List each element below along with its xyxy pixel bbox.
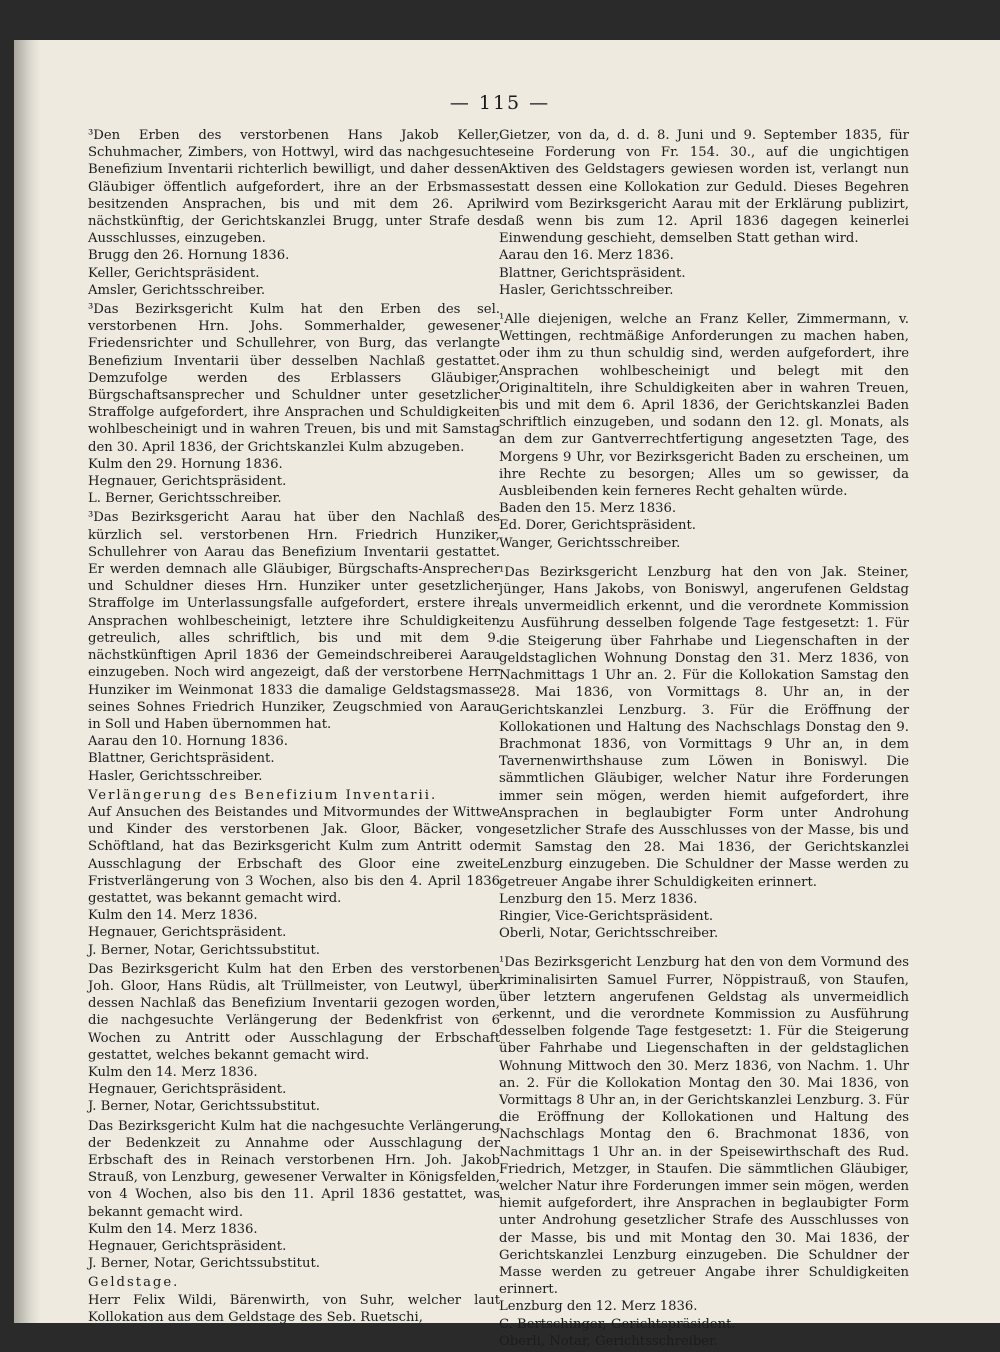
notice-wildi-start: Herr Felix Wildi, Bärenwirth, von Suhr, welcher laut Kollokation aus dem Geldstage des Seb. Ruetschi, [88, 1292, 500, 1325]
notice-text: ³Das Bezirksgericht Aarau hat über den Nachlaß des kürzlich sel. verstorbenen Hrn. Friedrich Hunziker, Schullehrer von Aarau das Benefizium Inventarii gestattet. Er werden demnach alle Gläubiger, Bürgschafts-Ansprecher und Schuldner dieses Hrn. Hunziker unter gesetzlicher Straffolge im Unterlassungsfalle aufgefordert, erstere ihre Ansprachen wohlbescheinigt, letztere ihre Schuldigkeiten getreulich, alles schriftlich, bis und mit dem 9. nächstkünftigen April 1836 der Gemeindschreiberei Aarau einzugeben. Noch wird angezeigt, daß der verstorbene Herr Hunziker im Weinmonat 1833 die damalige Geldstagsmasse seines Sohnes Friedrich Hunziker, Zeugschmied von Aarau in Soll und Haben übernommen hat. [88, 510, 500, 732]
page-gutter-shadow [14, 40, 40, 1323]
notice-signature: Hasler, Gerichtsschreiber. [499, 282, 674, 298]
notice-sommerhalder [88, 301, 500, 507]
notice-dateline: Aarau den 16. Merz 1836. [499, 248, 674, 264]
notice-dateline: Lenzburg den 15. Merz 1836. [499, 891, 698, 907]
notice-text: Das Bezirksgericht Kulm hat die nachgesuchte Verlängerung der Bedenkzeit zu Annahme oder Ausschlagung der Erbschaft des in Reinach verstorbenen Hrn. Joh. Jakob Strauß, von Lenzburg, gewesener Verwalter in Königsfelden, von 4 Wochen, also bis den 11. April 1836 gestattet, was bekannt gemacht wird. [88, 1118, 500, 1220]
notice-dateline: Aarau den 10. Hornung 1836. [88, 734, 288, 750]
notice-dateline: Brugg den 26. Hornung 1836. [88, 248, 290, 264]
section-heading-geldstage: Geldstage. [88, 1275, 180, 1291]
notice-signature: Hegnauer, Gerichtspräsident. [88, 1239, 287, 1254]
notice-gloor-joh [88, 961, 500, 1116]
notice-hunziker [88, 509, 500, 784]
notice-dateline: Kulm den 29. Hornung 1836. [88, 456, 283, 472]
notice-dateline: Kulm den 14. Merz 1836. [88, 1064, 258, 1080]
notice-wildi-continued [499, 127, 909, 299]
notice-signature: Blattner, Gerichtspräsident. [88, 751, 275, 767]
notice-signature: Hegnauer, Gerichtspräsident. [88, 925, 287, 941]
notice-gloor-jak [88, 804, 500, 959]
notice-signature: C. Bertschinger, Gerichtspräsident. [499, 1316, 736, 1332]
notice-dateline: Kulm den 14. Merz 1836. [88, 908, 258, 924]
notice-signature: Hegnauer, Gerichtspräsident. [88, 1082, 287, 1098]
notice-dateline: Lenzburg den 12. Merz 1836. [499, 1299, 698, 1315]
notice-text: ¹Alle diejenigen, welche an Franz Keller, Zimmermann, v. Wettingen, rechtmäßige Anforderungen zu machen haben, oder ihm zu thun schuldig sind, werden aufgefordert, ihre Ansprachen wohlbescheinigt und belegt mit den Originaltiteln, ihre Schuldigkeiten aber in wahren Treuen, bis und mit dem 6. April 1836, der Gerichtskanzlei Baden schriftlich einzugeben, und sodann den 12. gl. Monats, als an dem zur Gantverrechtfertigung angesetzten Tage, des Morgens 9 Uhr, vor Bezirksgericht Baden zu erscheinen, um ihre Rechte zu besorgen; Alles um so gewisser, da Ausbleibenden kein ferneres Recht gehalten würde. [499, 312, 909, 500]
notice-keller [88, 127, 500, 299]
left-column [88, 127, 500, 1326]
notice-signature: J. Berner, Notar, Gerichtssubstitut. [88, 942, 320, 958]
notice-signature: Amsler, Gerichtsschreiber. [88, 282, 266, 298]
notice-signature: Hasler, Gerichtsschreiber. [88, 768, 263, 784]
notice-signature: Oberli, Notar, Gerichtsschreiber. [499, 1333, 719, 1349]
notice-furrer [499, 954, 909, 1350]
notice-text: ¹Das Bezirksgericht Lenzburg hat den von dem Vormund des kriminalisirten Samuel Furrer, Nöppistrauß, von Staufen, über letztern angerufenen Geldstag als unvermeidlich erkennt, und die verordnete Kommission zu Ausführung desselben folgende Tage festgesetzt: 1. Für die Steigerung über Fahrhabe und Liegenschaften in der geldstaglichen Wohnung Mittwoch den 30. Merz 1836, von Nachm. 1. Uhr an. 2. Für die Kollokation Montag den 30. Mai 1836, von Vormittags 8 Uhr an, in der Gerichtskanzlei Lenzburg. 3. Für die Eröffnung der Kollokationen und Haltung des Nachschlags Montag den 6. Brachmonat 1836, von Nachmittags 1 Uhr an. in der Speisewirthschaft des Rud. Friedrich, Metzger, in Staufen. Die sämmtlichen Gläubiger, welcher Natur ihre Forderungen immer sein mögen, werden hiemit aufgefordert, ihre Ansprachen in beglaubigter Form unter Androhung gesetzlicher Strafe des Ausschlusses von der Masse, bis und mit Montag den 30. Mai 1836, der Gerichtskanzlei Lenzburg einzugeben. Die Schuldner der Masse werden zu getreuer Angabe ihrer Schuldigkeiten erinnert. [499, 955, 909, 1298]
notice-signature: J. Berner, Notar, Gerichtssubstitut. [88, 1099, 320, 1115]
notice-text: ¹Das Bezirksgericht Lenzburg hat den von Jak. Steiner, jünger, Hans Jakobs, von Boniswyl, angerufenen Geldstag als unvermeidlich erkennt, und die verordnete Kommission zu Ausführung desselben folgende Tage festgesetzt: 1. Für die Steigerung über Fahrhabe und Liegenschaften in der geldstaglichen Wohnung Donstag den 31. Merz 1836, von Nachmittags 1 Uhr an. 2. Für die Kollokation Samstag den 28. Mai 1836, von Vormittags 8. Uhr an, in der Gerichtskanzlei Lenzburg. 3. Für die Eröffnung der Kollokationen und Haltung des Nachschlags Donstag den 9. Brachmonat 1836, von Vormittags 9 Uhr an, in dem Tavernenwirthshause zum Löwen in Boniswyl. Die sämmtlichen Gläubiger, welcher Natur ihre Forderungen immer sein mögen, werden hiemit aufgefordert, ihre Ansprachen in beglaubigter Form unter Androhung gesetzlicher Strafe des Ausschlusses von der Masse, bis und mit Samstag den 28. Mai 1836, der Gerichtskanzlei Lenzburg einzugeben. Die Schuldner der Masse werden zu getreuer Angabe ihrer Schuldigkeiten erinnert. [499, 564, 909, 890]
notice-signature: Blattner, Gerichtspräsident. [499, 265, 686, 281]
notice-signature: Ed. Dorer, Gerichtspräsident. [499, 518, 696, 534]
notice-dateline: Baden den 15. Merz 1836. [499, 501, 677, 517]
notice-signature: Oberli, Notar, Gerichtsschreiber. [499, 926, 719, 942]
notice-signature: Wanger, Gerichtsschreiber. [499, 535, 681, 551]
page-number: — 115 — [449, 92, 551, 114]
notice-signature: Ringier, Vice-Gerichtspräsident. [499, 908, 714, 924]
notice-text: ³Das Bezirksgericht Kulm hat den Erben des sel. verstorbenen Hrn. Johs. Sommerhalder, gewesener Friedensrichter und Schullehrer, von Burg, das verlangte Benefizium Inventarii über desselben Nachlaß gestattet. Demzufolge werden des Erblassers Gläubiger, Bürgschaftsansprecher und Schuldner unter gesetzlicher Straffolge aufgefordert, ihre Ansprachen und Schuldigkeiten wohlbescheinigt und in wahren Treuen, bis und mit Samstag den 30. April 1836, der Grichtskanzlei Kulm abzugeben. [88, 302, 500, 455]
right-column [499, 127, 909, 1352]
notice-signature: L. Berner, Gerichtsschreiber. [88, 491, 282, 507]
notice-text: ³Den Erben des verstorbenen Hans Jakob Keller, Schuhmacher, Zimbers, von Hottwyl, wird das nachgesuchte Benefizium Inventarii richterlich bewilligt, und daher dessen Gläubiger öffentlich aufgefordert, ihre an der Erbsmasse besitzenden Ansprachen, bis und mit dem 26. April nächstkünftig, der Gerichtskanzlei Brugg, unter Strafe des Ausschlusses, einzugeben. [88, 128, 500, 247]
notice-signature: Keller, Gerichtspräsident. [88, 265, 260, 281]
notice-text: Auf Ansuchen des Beistandes und Mitvormundes der Wittwe und Kinder des verstorbenen Jak. Gloor, Bäcker, von Schöftland, hat das Bezirksgericht Kulm zum Antritt oder Ausschlagung der Erbschaft des Gloor eine zweite Fristverlängerung von 3 Wochen, also bis den 4. April 1836 gestattet, was bekannt gemacht wird. [88, 804, 500, 906]
notice-signature: J. Berner, Notar, Gerichtssubstitut. [88, 1256, 320, 1272]
notice-text: Gietzer, von da, d. d. 8. Juni und 9. September 1835, für seine Forderung von Fr. 154. 30., auf die ungichtigen Aktiven des Geldstagers gewiesen worden ist, verlangt nun statt dessen eine Kollokation zur Geduld. Dieses Begehren wird vom Bezirksgericht Aarau mit der Erklärung publizirt, daß wenn bis zum 12. April 1836 dagegen keinerlei Einwendung geschieht, demselben Statt gethan wird. [499, 128, 909, 247]
notice-dateline: Kulm den 14. Merz 1836. [88, 1221, 258, 1237]
section-heading-verlaengerung: Verlängerung des Benefizium Inventarii. [88, 787, 438, 803]
notice-text: Das Bezirksgericht Kulm hat den Erben des verstorbenen Joh. Gloor, Hans Rüdis, alt Trüllmeister, von Leutwyl, über dessen Nachlaß das Benefizium Inventarii gezogen worden, die nachgesuchte Verlängerung der Bedenkfrist von 6 Wochen zu Antritt oder Ausschlagung der Erbschaft gestattet, welches bekannt gemacht wird. [88, 961, 500, 1063]
notice-steiner [499, 564, 909, 942]
notice-strauss [88, 1118, 500, 1273]
notice-keller-franz [499, 311, 909, 552]
notice-signature: Hegnauer, Gerichtspräsident. [88, 474, 287, 490]
